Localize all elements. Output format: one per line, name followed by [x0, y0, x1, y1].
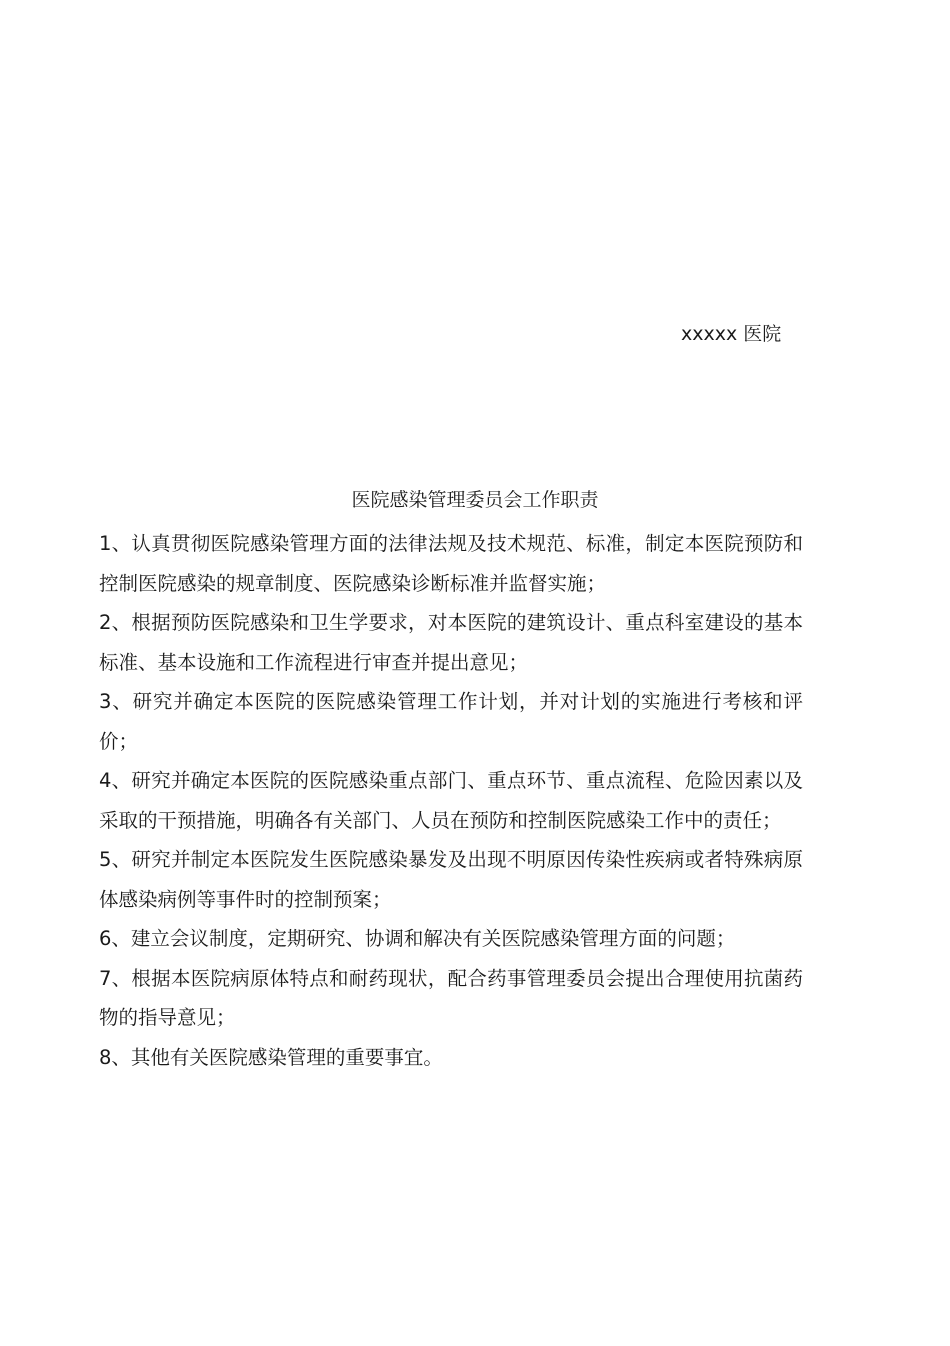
hospital-name: xxxxx 医院 [681, 323, 782, 345]
duty-item-1: 1、认真贯彻医院感染管理方面的法律法规及技术规范、标准，制定本医院预防和控制医院感染的规章制度、医院感染诊断标准并监督实施； [99, 532, 803, 595]
duty-item-7: 7、根据本医院病原体特点和耐药现状，配合药事管理委员会提出合理使用抗菌药物的指导意见； [99, 966, 803, 1029]
document-title: 医院感染管理委员会工作职责 [351, 489, 599, 511]
duty-item-5: 5、研究并制定本医院发生医院感染暴发及出现不明原因传染性疾病或者特殊病原体感染病例等事件时的控制预案； [99, 848, 803, 911]
duties-list [99, 524, 803, 1077]
duty-item-6: 6、建立会议制度，定期研究、协调和解决有关医院感染管理方面的问题； [99, 927, 736, 950]
duty-item-4: 4、研究并确定本医院的医院感染重点部门、重点环节、重点流程、危险因素以及采取的干预措施，明确各有关部门、人员在预防和控制医院感染工作中的责任； [99, 769, 803, 832]
duty-item-2: 2、根据预防医院感染和卫生学要求，对本医院的建筑设计、重点科室建设的基本标准、基本设施和工作流程进行审查并提出意见； [99, 611, 803, 674]
duty-item-8: 8、其他有关医院感染管理的重要事宜。 [99, 1045, 443, 1069]
duty-item-3: 3、研究并确定本医院的医院感染管理工作计划，并对计划的实施进行考核和评价； [99, 690, 803, 753]
